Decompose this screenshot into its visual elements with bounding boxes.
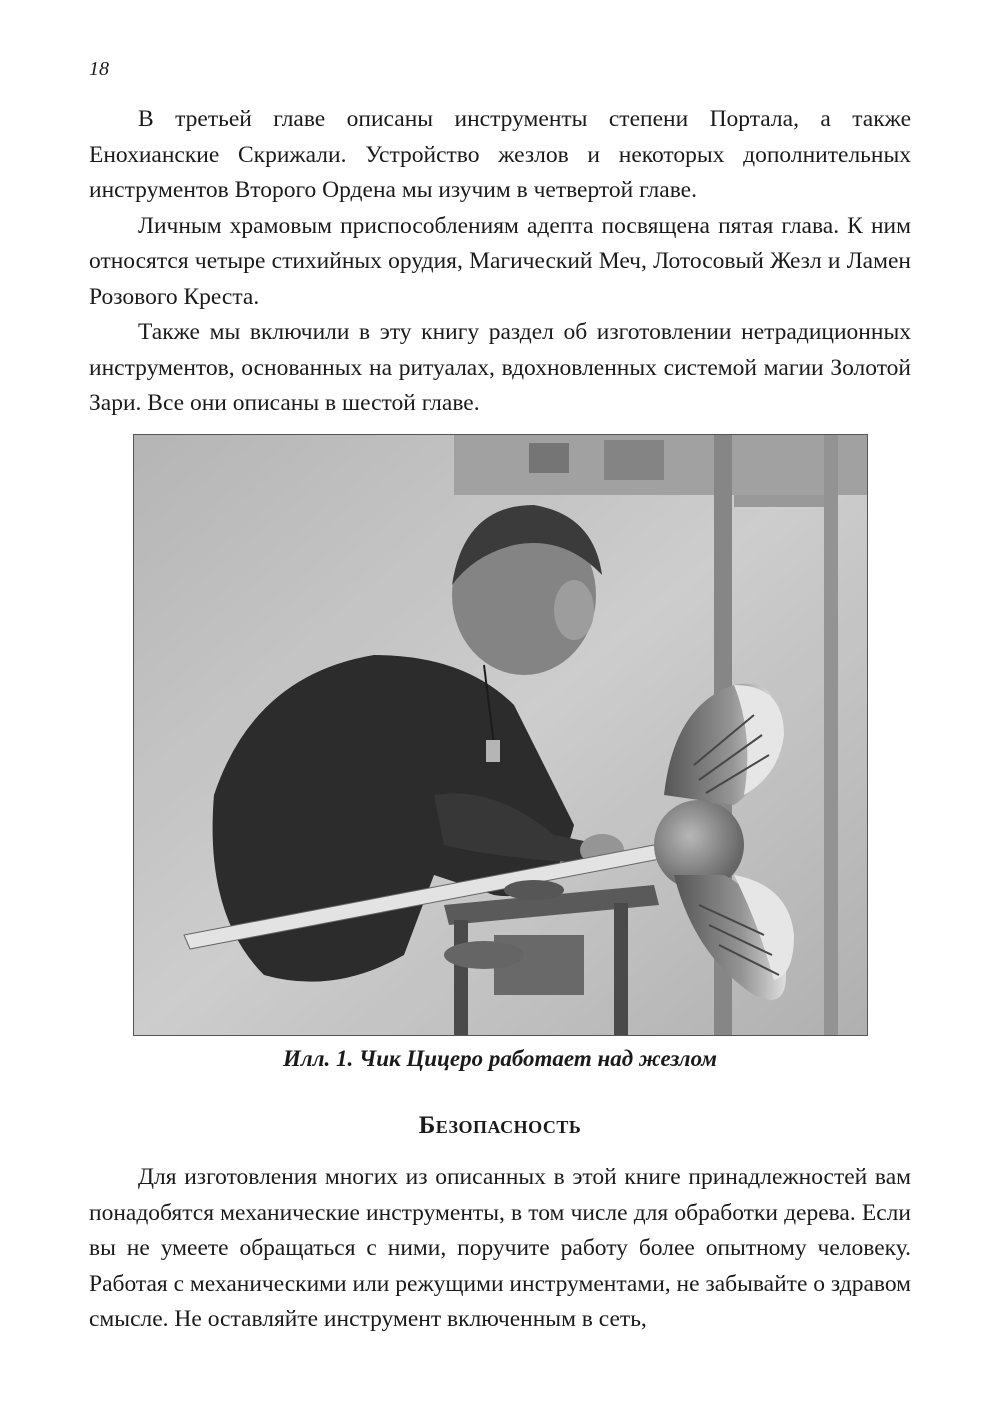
figure-caption: Илл. 1. Чик Цицеро работает над жезлом: [283, 1046, 717, 1071]
page-number: 18: [89, 58, 109, 80]
photo-illustration: [133, 434, 868, 1036]
paragraph: Также мы включили в эту книгу раздел об изготовлении нетрадиционных инструментов, основанных на ритуалах, вдохновленных системой магии Золотой Зари. Все они описаны в шестой главе.: [89, 319, 911, 416]
safety-text: [89, 1160, 911, 1338]
paragraph: В третьей главе описаны инструменты степени Портала, а также Енохианские Скрижали. Устройство жезлов и некоторых дополнительных инструментов Второго Ордена мы изучим в четвертой главе.: [89, 106, 911, 203]
section-heading: Безопасность: [418, 1112, 582, 1139]
paragraph: Для изготовления многих из описанных в этой книге принадлежностей вам понадобятся механические инструменты, в том числе для обработки дерева. Если вы не умеете обращаться с ними, поручите работу более опытному человеку. Работая с механическими или режущими инструментами, не забывайте о здравом смысле. Не оставляйте инструмент включенным в сеть,: [89, 1164, 911, 1332]
intro-text: [89, 102, 911, 422]
photo-man-carving-wand: [134, 435, 867, 1035]
paragraph: Личным храмовым приспособлениям адепта посвящена пятая глава. К ним относятся четыре стихийных орудия, Магический Меч, Лотосовый Жезл и Ламен Розового Креста.: [89, 212, 911, 310]
